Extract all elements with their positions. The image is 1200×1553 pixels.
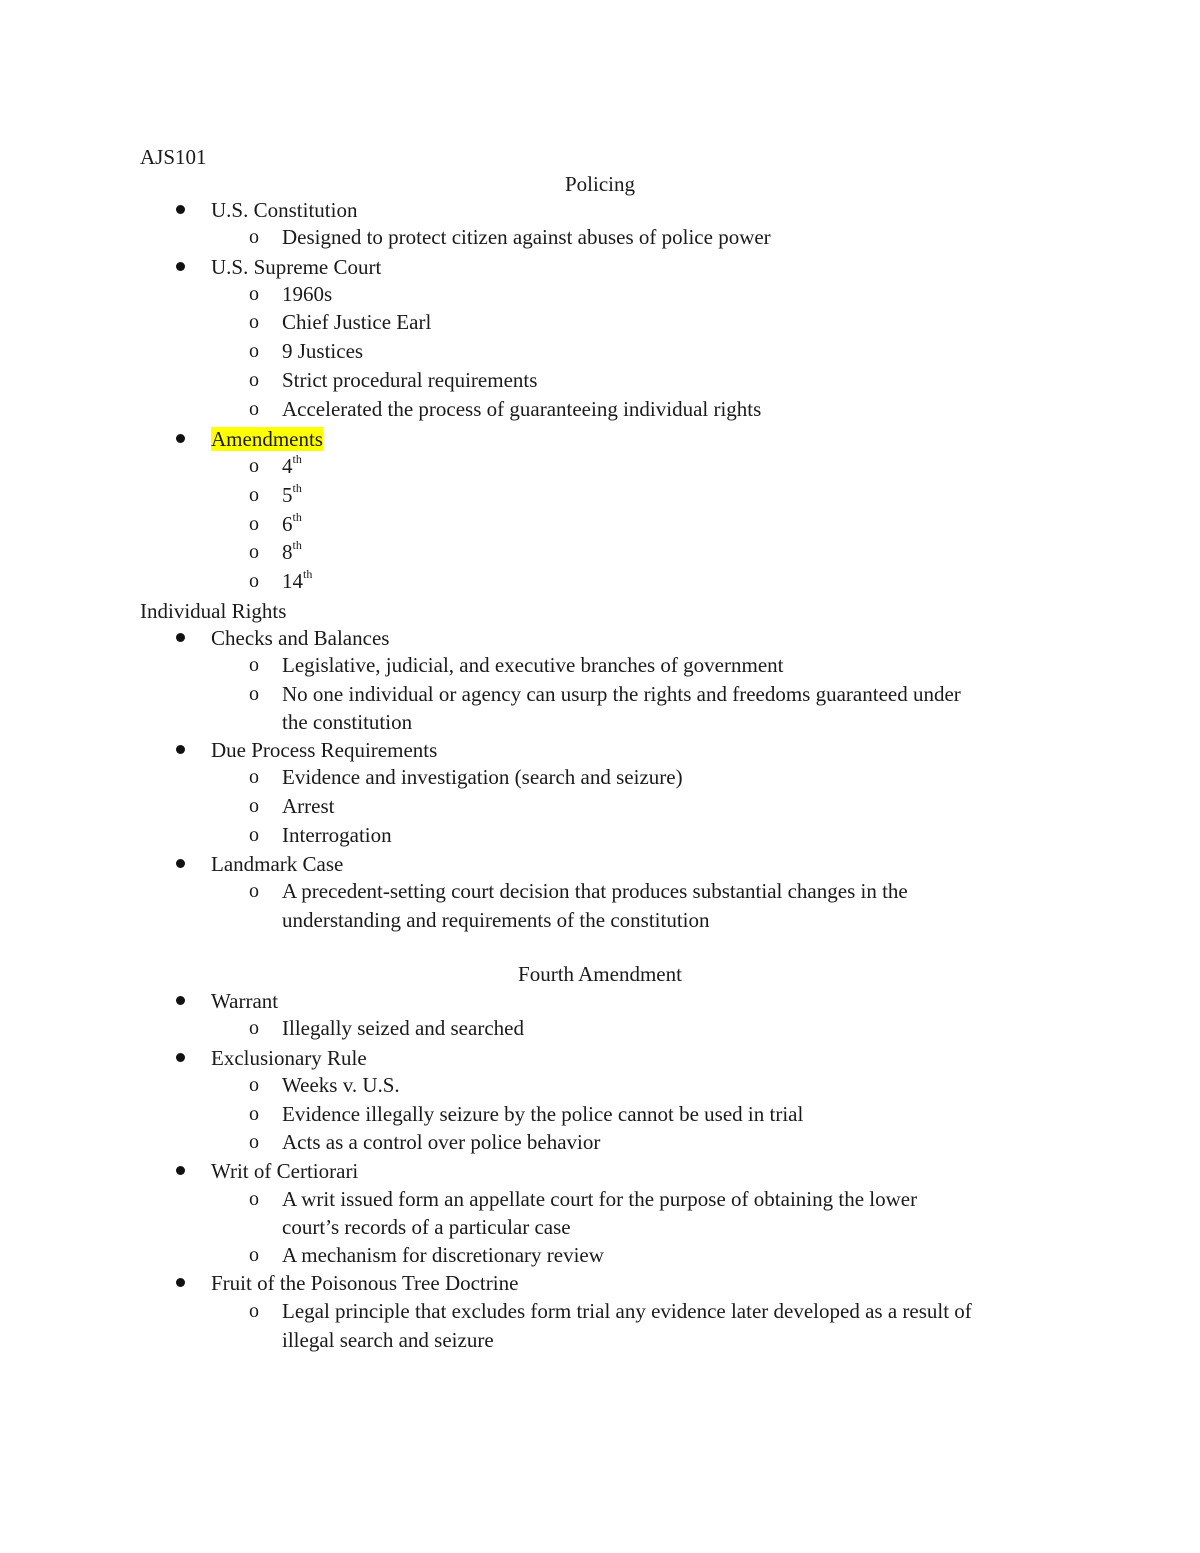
sub-list-item: A writ issued form an appellate court for the purpose of obtaining the lower xyxy=(282,1187,918,1211)
sub-bullet-icon: o xyxy=(249,683,259,705)
sub-list-item: 1960s xyxy=(282,282,333,306)
sub-list-item: A precedent-setting court decision that produces substantial changes in the xyxy=(282,879,908,903)
amendment-item: 4th xyxy=(282,452,302,478)
sub-bullet-icon: o xyxy=(249,1300,259,1322)
sub-bullet-icon: o xyxy=(249,226,259,248)
highlighted-text: Amendments xyxy=(211,427,323,451)
sub-bullet-icon: o xyxy=(249,1103,259,1125)
bullet-icon xyxy=(176,1278,185,1287)
sub-list-item: Evidence and investigation (search and seizure) xyxy=(282,765,683,789)
sub-list-item: 9 Justices xyxy=(282,339,364,363)
amendment-item: 6th xyxy=(282,510,302,536)
sub-bullet-icon: o xyxy=(249,484,259,506)
list-item: Warrant xyxy=(211,989,279,1013)
sub-list-item: Acts as a control over police behavior xyxy=(282,1130,601,1154)
list-item: Landmark Case xyxy=(211,852,344,876)
list-item: Exclusionary Rule xyxy=(211,1046,367,1070)
sub-list-item-continuation: illegal search and seizure xyxy=(282,1328,494,1352)
sub-list-item: Illegally seized and searched xyxy=(282,1016,524,1040)
sub-list-item: Weeks v. U.S. xyxy=(282,1073,400,1097)
sub-bullet-icon: o xyxy=(249,824,259,846)
bullet-icon xyxy=(176,996,185,1005)
section-title-policing: Policing xyxy=(564,172,635,196)
sub-list-item: Legal principle that excludes form trial any evidence later developed as a result of xyxy=(282,1299,972,1323)
sub-bullet-icon: o xyxy=(249,1131,259,1153)
section-title-fourth-amendment: Fourth Amendment xyxy=(518,962,682,986)
list-item-highlighted xyxy=(211,426,323,452)
sub-bullet-icon: o xyxy=(249,283,259,305)
sub-bullet-icon: o xyxy=(249,311,259,333)
list-item: Fruit of the Poisonous Tree Doctrine xyxy=(211,1271,519,1295)
sub-bullet-icon: o xyxy=(249,1017,259,1039)
amendment-item: 8th xyxy=(282,538,302,564)
sub-list-item: Chief Justice Earl xyxy=(282,310,432,334)
amendment-item: 14th xyxy=(282,567,313,593)
sub-bullet-icon: o xyxy=(249,654,259,676)
sub-list-item: Interrogation xyxy=(282,823,392,847)
sub-list-item-continuation: understanding and requirements of the constitution xyxy=(282,908,710,932)
section-title-individual-rights: Individual Rights xyxy=(140,599,287,623)
sub-bullet-icon: o xyxy=(249,513,259,535)
sub-bullet-icon: o xyxy=(249,1074,259,1096)
sub-list-item: Evidence illegally seizure by the police cannot be used in trial xyxy=(282,1102,804,1126)
bullet-icon xyxy=(176,859,185,868)
sub-list-item-continuation: the constitution xyxy=(282,710,413,734)
sub-bullet-icon: o xyxy=(249,340,259,362)
sub-list-item: Designed to protect citizen against abuses of police power xyxy=(282,225,771,249)
bullet-icon xyxy=(176,434,185,443)
sub-bullet-icon: o xyxy=(249,541,259,563)
sub-list-item: Strict procedural requirements xyxy=(282,368,538,392)
sub-bullet-icon: o xyxy=(249,766,259,788)
sub-list-item: Arrest xyxy=(282,794,335,818)
bullet-icon xyxy=(176,262,185,271)
sub-list-item: A mechanism for discretionary review xyxy=(282,1243,604,1267)
list-item: Writ of Certiorari xyxy=(211,1159,359,1183)
sub-bullet-icon: o xyxy=(249,795,259,817)
sub-bullet-icon: o xyxy=(249,398,259,420)
sub-bullet-icon: o xyxy=(249,570,259,592)
sub-list-item: No one individual or agency can usurp the rights and freedoms guaranteed under xyxy=(282,682,961,706)
amendment-item: 5th xyxy=(282,481,302,507)
list-item: Due Process Requirements xyxy=(211,738,438,762)
bullet-icon xyxy=(176,745,185,754)
sub-bullet-icon: o xyxy=(249,1244,259,1266)
sub-bullet-icon: o xyxy=(249,369,259,391)
sub-bullet-icon: o xyxy=(249,455,259,477)
bullet-icon xyxy=(176,1053,185,1062)
list-item: U.S. Constitution xyxy=(211,198,358,222)
list-item: Checks and Balances xyxy=(211,626,390,650)
bullet-icon xyxy=(176,633,185,642)
course-code: AJS101 xyxy=(140,145,207,169)
sub-bullet-icon: o xyxy=(249,880,259,902)
sub-list-item: Accelerated the process of guaranteeing individual rights xyxy=(282,397,762,421)
sub-list-item: Legislative, judicial, and executive branches of government xyxy=(282,653,784,677)
sub-bullet-icon: o xyxy=(249,1188,259,1210)
bullet-icon xyxy=(176,1166,185,1175)
bullet-icon xyxy=(176,205,185,214)
sub-list-item-continuation: court’s records of a particular case xyxy=(282,1215,571,1239)
list-item: U.S. Supreme Court xyxy=(211,255,382,279)
